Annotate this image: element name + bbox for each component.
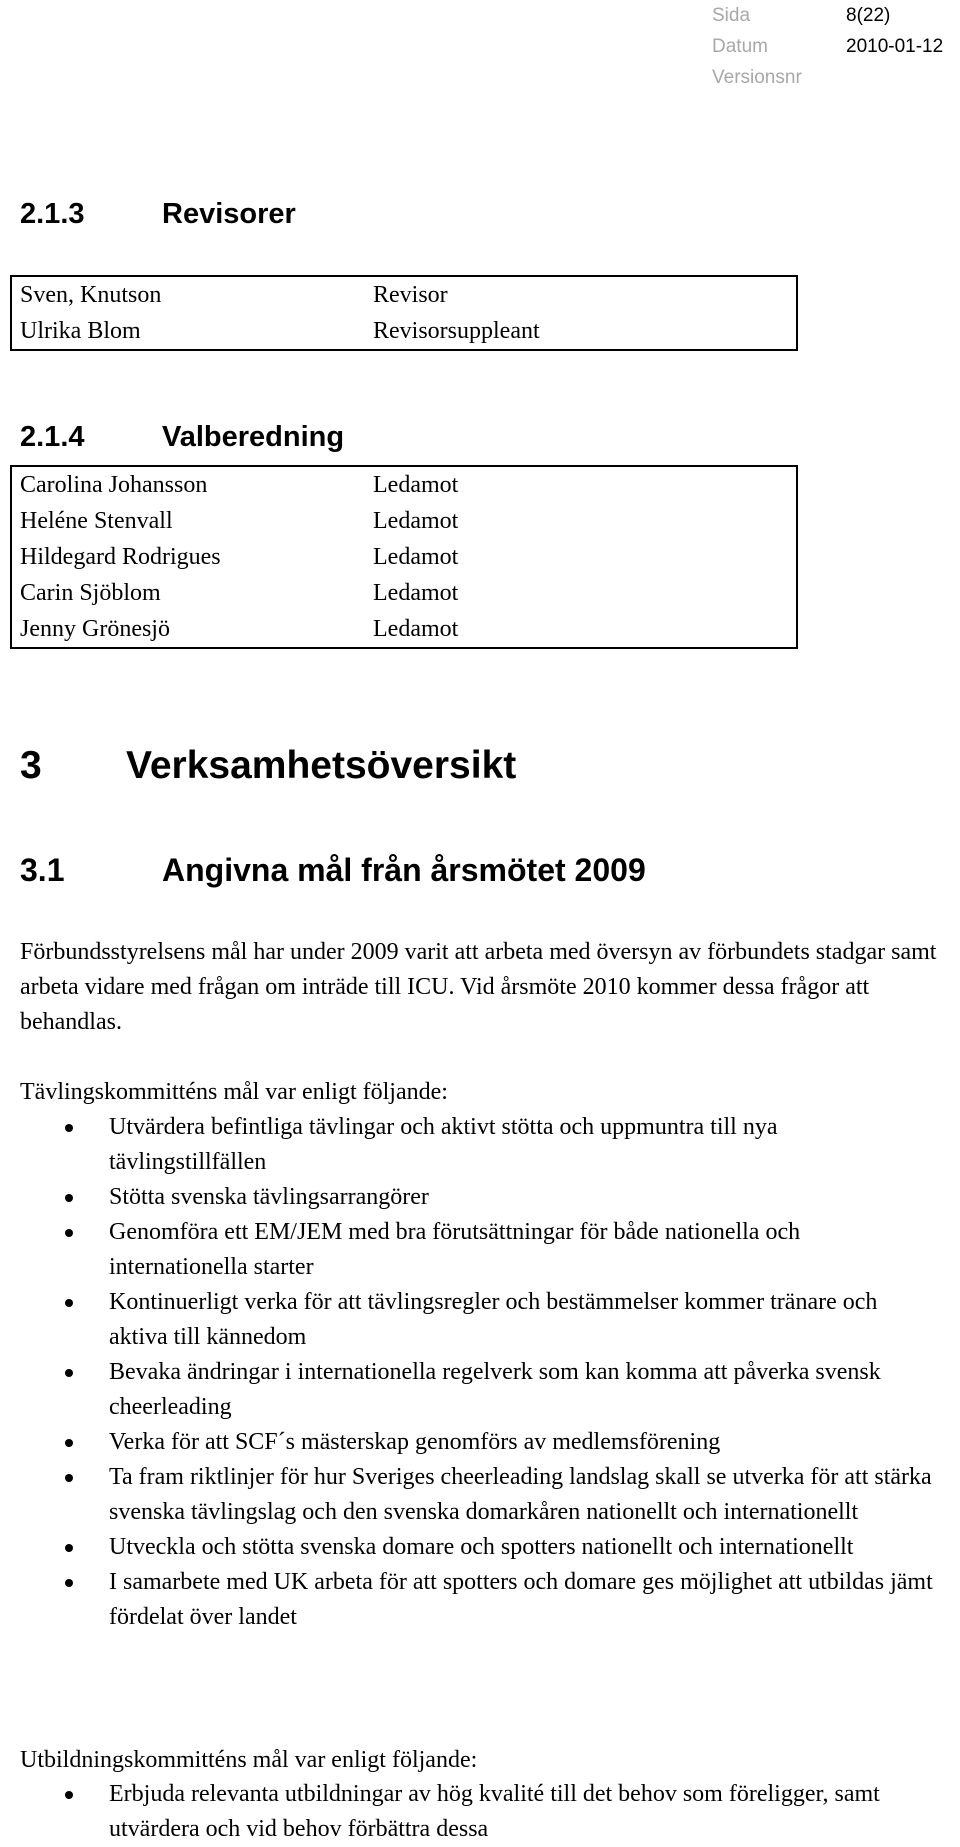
date-label: Datum: [712, 35, 768, 57]
table-row: [11, 503, 797, 539]
list-item-text: Utvärdera befintliga tävlingar och aktivt stötta och uppmuntra till nya tävlingstillfällen: [109, 1114, 778, 1175]
list-item-text: Utveckla och stötta svenska domare och spotters nationellt och internationellt: [109, 1534, 854, 1560]
heading-revisorer: [20, 198, 296, 231]
date-value: 2010-01-12: [846, 35, 944, 57]
list-item: [20, 1285, 940, 1355]
tavlingskommitten-heading: Tävlingskommitténs mål var enligt följande:: [20, 1079, 448, 1105]
member-role: Ledamot: [373, 543, 459, 570]
heading-number: 3: [20, 744, 42, 787]
page-number-row: [712, 0, 943, 31]
date-row: [712, 31, 943, 62]
table-row: [11, 575, 797, 611]
heading-number: 3.1: [20, 852, 65, 888]
member-role: Ledamot: [373, 471, 459, 498]
intro-paragraph: Förbundsstyrelsens mål har under 2009 varit att arbeta med översyn av förbundets stadgar samt arbeta vidare med frågan om inträde till ICU. Vid årsmöte 2010 kommer dessa frågor att behandlas.: [20, 939, 937, 1035]
member-role: Revisorsuppleant: [373, 317, 540, 344]
heading-title: Angivna mål från årsmötet 2009: [162, 852, 646, 888]
table-row: [11, 539, 797, 575]
list-item: [20, 1565, 940, 1635]
member-name: Carin Sjöblom: [20, 579, 161, 606]
heading-angivna-mal: [20, 852, 646, 889]
member-role: Revisor: [373, 281, 448, 308]
bullet-icon: [65, 1194, 73, 1202]
list-item-text: Erbjuda relevanta utbildningar av hög kvalité till det behov som föreligger, samt utvärdera och vid behov förbättra dessa: [109, 1781, 880, 1842]
table-row: [11, 611, 797, 648]
heading-title: Revisorer: [162, 198, 296, 230]
valberedning-table: [10, 465, 798, 649]
list-item: [20, 1425, 940, 1460]
bullet-icon: [65, 1299, 73, 1307]
document-header: [712, 0, 943, 93]
heading-title: Verksamhetsöversikt: [126, 744, 517, 787]
utbildningskommitten-heading: Utbildningskommitténs mål var enligt följande:: [20, 1747, 478, 1773]
list-item: [20, 1777, 940, 1847]
bullet-icon: [65, 1124, 73, 1132]
member-name: Sven, Knutson: [20, 281, 162, 308]
list-item-text: Verka för att SCF´s mästerskap genomförs av medlemsförening: [109, 1429, 721, 1455]
table-row: [11, 276, 797, 313]
list-item-text: Kontinuerligt verka för att tävlingsregler och bestämmelser kommer tränare och aktiva till kännedom: [109, 1289, 878, 1350]
list-item: [20, 1530, 940, 1565]
list-item: [20, 1215, 940, 1285]
bullet-icon: [65, 1579, 73, 1587]
member-name: Ulrika Blom: [20, 317, 141, 344]
revisorer-table: [10, 275, 798, 351]
table-row: [11, 313, 797, 350]
heading-valberedning: [20, 421, 344, 454]
tavlingskommitten-list: [20, 1110, 940, 1635]
version-label: Versionsnr: [712, 66, 802, 88]
bullet-icon: [65, 1791, 73, 1799]
list-item: [20, 1355, 940, 1425]
utbildningskommitten-list: [20, 1777, 940, 1847]
bullet-icon: [65, 1544, 73, 1552]
bullet-icon: [65, 1229, 73, 1237]
member-name: Hildegard Rodrigues: [20, 543, 221, 570]
list-item-text: Bevaka ändringar i internationella regelverk som kan komma att påverka svensk cheerleading: [109, 1359, 881, 1420]
list-item-text: Genomföra ett EM/JEM med bra förutsättningar för både nationella och internationella starter: [109, 1219, 801, 1280]
page-label: Sida: [712, 4, 751, 26]
member-role: Ledamot: [373, 579, 459, 606]
list-item: [20, 1180, 940, 1215]
list-item: [20, 1110, 940, 1180]
member-name: Jenny Grönesjö: [20, 615, 170, 642]
member-role: Ledamot: [373, 507, 459, 534]
version-row: [712, 62, 943, 93]
table-row: [11, 466, 797, 503]
heading-title: Valberedning: [162, 421, 345, 453]
heading-verksamhetsoversikt: [20, 744, 516, 788]
list-item: [20, 1460, 940, 1530]
member-name: Heléne Stenvall: [20, 507, 173, 534]
list-item-text: Stötta svenska tävlingsarrangörer: [109, 1184, 429, 1210]
list-item-text: Ta fram riktlinjer för hur Sveriges cheerleading landslag skall se utverka för att stärka svenska tävlingslag och den svenska domarkåren nationellt och internationellt: [109, 1464, 932, 1525]
page-value: 8(22): [846, 4, 891, 26]
bullet-icon: [65, 1369, 73, 1377]
list-item-text: I samarbete med UK arbeta för att spotters och domare ges möjlighet att utbildas jämt fördelat över landet: [109, 1569, 933, 1630]
member-name: Carolina Johansson: [20, 471, 208, 498]
heading-number: 2.1.4: [20, 421, 85, 453]
member-role: Ledamot: [373, 615, 459, 642]
bullet-icon: [65, 1439, 73, 1447]
bullet-icon: [65, 1474, 73, 1482]
heading-number: 2.1.3: [20, 198, 85, 230]
